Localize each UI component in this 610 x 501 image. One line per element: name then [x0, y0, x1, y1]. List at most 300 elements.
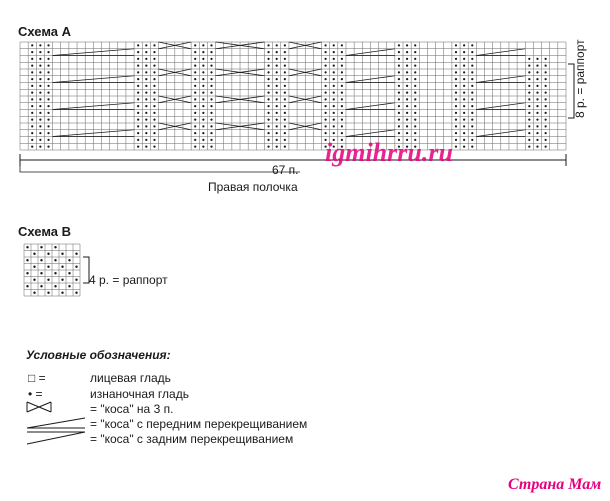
purl-dot	[210, 51, 212, 53]
purl-dot	[545, 98, 547, 100]
piece-label-pointer	[20, 160, 300, 172]
purl-dot	[210, 146, 212, 148]
purl-dot	[398, 92, 400, 94]
purl-dot	[202, 92, 204, 94]
purl-dot	[536, 98, 538, 100]
purl-dot	[145, 65, 147, 67]
purl-dot	[267, 132, 269, 134]
purl-dot	[39, 44, 41, 46]
purl-dot	[471, 146, 473, 148]
purl-dot	[145, 58, 147, 60]
purl-dot	[324, 132, 326, 134]
purl-dot	[26, 246, 28, 248]
legend-title: Условные обозначения:	[26, 348, 171, 362]
purl-dot	[406, 78, 408, 80]
purl-dot	[47, 92, 49, 94]
purl-dot	[284, 71, 286, 73]
purl-dot	[75, 266, 77, 268]
purl-dot	[54, 272, 56, 274]
purl-dot	[194, 132, 196, 134]
purl-dot	[39, 71, 41, 73]
purl-dot	[145, 71, 147, 73]
purl-dot	[137, 85, 139, 87]
purl-dot	[40, 285, 42, 287]
purl-dot	[414, 65, 416, 67]
purl-dot	[406, 85, 408, 87]
purl-dot	[137, 71, 139, 73]
purl-dot	[536, 58, 538, 60]
purl-dot	[398, 71, 400, 73]
purl-dot	[145, 51, 147, 53]
purl-dot	[276, 146, 278, 148]
purl-dot	[39, 78, 41, 80]
purl-dot	[324, 51, 326, 53]
purl-dot	[202, 51, 204, 53]
purl-dot	[455, 51, 457, 53]
purl-dot	[545, 132, 547, 134]
purl-dot	[471, 119, 473, 121]
purl-dot	[398, 85, 400, 87]
purl-dot	[276, 125, 278, 127]
purl-dot	[536, 119, 538, 121]
purl-dot	[47, 65, 49, 67]
purl-dot	[528, 139, 530, 141]
purl-dot	[153, 139, 155, 141]
purl-dot	[47, 279, 49, 281]
purl-dot	[33, 292, 35, 294]
purl-dot	[202, 105, 204, 107]
purl-dot	[333, 112, 335, 114]
purl-dot	[455, 65, 457, 67]
purl-dot	[153, 132, 155, 134]
purl-dot	[398, 78, 400, 80]
purl-dot	[276, 71, 278, 73]
purl-dot	[145, 92, 147, 94]
purl-dot	[324, 105, 326, 107]
purl-dot	[406, 105, 408, 107]
purl-dot	[31, 92, 33, 94]
purl-dot	[210, 44, 212, 46]
purl-dot	[145, 44, 147, 46]
purl-dot	[39, 105, 41, 107]
purl-dot	[414, 112, 416, 114]
purl-dot	[545, 146, 547, 148]
purl-dot	[284, 98, 286, 100]
purl-dot	[210, 71, 212, 73]
purl-dot	[545, 78, 547, 80]
purl-dot	[333, 119, 335, 121]
purl-dot	[528, 65, 530, 67]
purl-dot	[324, 125, 326, 127]
scheme-a-stitch-count: 67 п.	[272, 163, 299, 177]
purl-dot	[545, 71, 547, 73]
purl-dot	[194, 51, 196, 53]
purl-dot	[33, 279, 35, 281]
purl-dot	[463, 146, 465, 148]
scheme-b-grid	[24, 244, 80, 296]
purl-dot	[267, 65, 269, 67]
purl-dot	[333, 125, 335, 127]
purl-dot	[47, 44, 49, 46]
purl-dot	[276, 112, 278, 114]
purl-dot	[39, 119, 41, 121]
purl-dot	[463, 132, 465, 134]
purl-dot	[40, 272, 42, 274]
purl-dot	[545, 112, 547, 114]
purl-dot	[455, 132, 457, 134]
purl-dot	[137, 44, 139, 46]
purl-dot	[202, 65, 204, 67]
purl-dot	[276, 65, 278, 67]
purl-dot	[276, 44, 278, 46]
purl-dot	[284, 125, 286, 127]
purl-dot	[455, 139, 457, 141]
purl-dot	[455, 105, 457, 107]
purl-dot	[194, 44, 196, 46]
purl-dot	[341, 105, 343, 107]
purl-dot	[267, 98, 269, 100]
purl-dot	[406, 132, 408, 134]
purl-dot	[528, 105, 530, 107]
purl-dot	[47, 58, 49, 60]
purl-dot	[471, 85, 473, 87]
purl-dot	[276, 105, 278, 107]
purl-dot	[194, 105, 196, 107]
purl-dot	[324, 85, 326, 87]
purl-dot	[276, 85, 278, 87]
purl-dot	[341, 71, 343, 73]
purl-dot	[528, 112, 530, 114]
purl-dot	[267, 139, 269, 141]
purl-dot	[145, 112, 147, 114]
purl-dot	[455, 71, 457, 73]
purl-dot	[463, 119, 465, 121]
purl-dot	[284, 146, 286, 148]
purl-dot	[341, 44, 343, 46]
purl-dot	[406, 65, 408, 67]
purl-dot	[341, 65, 343, 67]
purl-dot	[194, 139, 196, 141]
purl-dot	[536, 71, 538, 73]
purl-dot	[137, 105, 139, 107]
purl-dot	[153, 58, 155, 60]
purl-dot	[137, 112, 139, 114]
purl-dot	[324, 71, 326, 73]
purl-dot	[528, 119, 530, 121]
purl-dot	[31, 65, 33, 67]
purl-dot	[210, 92, 212, 94]
purl-dot	[463, 125, 465, 127]
purl-dot	[39, 146, 41, 148]
purl-dot	[26, 285, 28, 287]
purl-dot	[210, 105, 212, 107]
purl-dot	[471, 139, 473, 141]
purl-dot	[39, 92, 41, 94]
purl-dot	[406, 92, 408, 94]
scheme-b-title: Схема В	[18, 224, 72, 239]
purl-dot	[153, 112, 155, 114]
purl-dot	[194, 98, 196, 100]
purl-dot	[528, 132, 530, 134]
purl-dot	[137, 125, 139, 127]
purl-dot	[333, 58, 335, 60]
purl-dot	[324, 44, 326, 46]
purl-dot	[414, 58, 416, 60]
purl-dot	[202, 119, 204, 121]
purl-dot	[47, 266, 49, 268]
purl-dot	[194, 65, 196, 67]
purl-dot	[153, 51, 155, 53]
purl-dot	[47, 253, 49, 255]
purl-dot	[471, 44, 473, 46]
purl-dot	[284, 65, 286, 67]
purl-dot	[267, 105, 269, 107]
purl-dot	[324, 112, 326, 114]
purl-dot	[528, 78, 530, 80]
purl-dot	[202, 125, 204, 127]
purl-dot	[463, 71, 465, 73]
legend-text-cable-back: = "коса" с задним перекрещиванием	[90, 432, 294, 446]
purl-dot	[39, 139, 41, 141]
purl-dot	[137, 92, 139, 94]
purl-dot	[267, 112, 269, 114]
purl-dot	[210, 125, 212, 127]
purl-dot	[194, 58, 196, 60]
purl-dot	[31, 98, 33, 100]
purl-dot	[26, 272, 28, 274]
purl-dot	[210, 112, 212, 114]
purl-dot	[267, 146, 269, 148]
purl-dot	[202, 139, 204, 141]
purl-dot	[137, 132, 139, 134]
purl-dot	[471, 125, 473, 127]
purl-dot	[455, 78, 457, 80]
purl-dot	[455, 44, 457, 46]
purl-dot	[528, 85, 530, 87]
purl-dot	[398, 51, 400, 53]
watermark-center: igmihrru.ru	[325, 138, 453, 167]
purl-dot	[202, 112, 204, 114]
purl-dot	[137, 58, 139, 60]
purl-dot	[545, 92, 547, 94]
purl-dot	[31, 85, 33, 87]
purl-dot	[202, 44, 204, 46]
purl-dot	[145, 85, 147, 87]
purl-dot	[153, 44, 155, 46]
purl-dot	[137, 65, 139, 67]
purl-dot	[528, 98, 530, 100]
purl-dot	[324, 98, 326, 100]
purl-dot	[153, 119, 155, 121]
purl-dot	[202, 146, 204, 148]
purl-dot	[31, 125, 33, 127]
purl-dot	[333, 98, 335, 100]
purl-dot	[406, 119, 408, 121]
purl-dot	[414, 105, 416, 107]
purl-dot	[471, 132, 473, 134]
purl-dot	[471, 112, 473, 114]
purl-dot	[47, 51, 49, 53]
purl-dot	[455, 85, 457, 87]
purl-dot	[31, 78, 33, 80]
purl-dot	[341, 58, 343, 60]
purl-dot	[545, 125, 547, 127]
purl-dot	[194, 78, 196, 80]
purl-dot	[463, 78, 465, 80]
purl-dot	[471, 71, 473, 73]
purl-dot	[202, 78, 204, 80]
purl-dot	[202, 98, 204, 100]
purl-dot	[153, 105, 155, 107]
purl-dot	[31, 139, 33, 141]
legend-cable-front-icon	[26, 416, 86, 430]
purl-dot	[341, 132, 343, 134]
purl-dot	[267, 51, 269, 53]
purl-dot	[31, 71, 33, 73]
purl-dot	[31, 105, 33, 107]
purl-dot	[414, 85, 416, 87]
purl-dot	[333, 132, 335, 134]
purl-dot	[31, 146, 33, 148]
purl-dot	[536, 85, 538, 87]
purl-dot	[210, 119, 212, 121]
purl-dot	[61, 279, 63, 281]
purl-dot	[75, 292, 77, 294]
purl-dot	[284, 92, 286, 94]
purl-dot	[68, 285, 70, 287]
purl-dot	[528, 58, 530, 60]
purl-dot	[47, 132, 49, 134]
purl-dot	[210, 139, 212, 141]
purl-dot	[194, 146, 196, 148]
legend-symbol-knit: □ =	[28, 371, 46, 385]
purl-dot	[47, 112, 49, 114]
purl-dot	[47, 119, 49, 121]
purl-dot	[414, 44, 416, 46]
legend-text-knit: лицевая гладь	[90, 371, 171, 385]
legend-symbol-purl: • =	[28, 387, 43, 401]
purl-dot	[33, 253, 35, 255]
purl-dot	[536, 146, 538, 148]
purl-dot	[398, 58, 400, 60]
purl-dot	[414, 71, 416, 73]
purl-dot	[210, 85, 212, 87]
purl-dot	[284, 119, 286, 121]
purl-dot	[463, 51, 465, 53]
purl-dot	[406, 51, 408, 53]
purl-dot	[471, 51, 473, 53]
purl-dot	[137, 146, 139, 148]
purl-dot	[455, 119, 457, 121]
purl-dot	[414, 125, 416, 127]
purl-dot	[536, 65, 538, 67]
purl-dot	[545, 139, 547, 141]
purl-dot	[341, 85, 343, 87]
purl-dot	[145, 125, 147, 127]
legend-cable-back-icon	[26, 430, 86, 446]
purl-dot	[276, 51, 278, 53]
purl-dot	[398, 65, 400, 67]
purl-dot	[536, 92, 538, 94]
legend-cable-3-icon	[26, 400, 52, 414]
purl-dot	[463, 85, 465, 87]
purl-dot	[284, 78, 286, 80]
purl-dot	[414, 78, 416, 80]
purl-dot	[324, 119, 326, 121]
purl-dot	[463, 112, 465, 114]
purl-dot	[463, 98, 465, 100]
purl-dot	[284, 105, 286, 107]
purl-dot	[47, 85, 49, 87]
purl-dot	[194, 119, 196, 121]
purl-dot	[471, 92, 473, 94]
purl-dot	[463, 92, 465, 94]
purl-dot	[61, 292, 63, 294]
purl-dot	[39, 125, 41, 127]
purl-dot	[528, 125, 530, 127]
purl-dot	[39, 65, 41, 67]
purl-dot	[153, 125, 155, 127]
purl-dot	[153, 92, 155, 94]
purl-dot	[267, 85, 269, 87]
purl-dot	[68, 272, 70, 274]
purl-dot	[61, 253, 63, 255]
purl-dot	[463, 58, 465, 60]
purl-dot	[333, 85, 335, 87]
purl-dot	[267, 78, 269, 80]
purl-dot	[528, 146, 530, 148]
purl-dot	[455, 125, 457, 127]
purl-dot	[341, 92, 343, 94]
purl-dot	[137, 119, 139, 121]
purl-dot	[194, 85, 196, 87]
scheme-b-repeat-label: 4 р. = раппорт	[89, 273, 168, 287]
purl-dot	[414, 132, 416, 134]
purl-dot	[194, 112, 196, 114]
purl-dot	[545, 105, 547, 107]
purl-dot	[31, 51, 33, 53]
purl-dot	[341, 51, 343, 53]
purl-dot	[39, 51, 41, 53]
purl-dot	[47, 98, 49, 100]
purl-dot	[54, 285, 56, 287]
purl-dot	[333, 71, 335, 73]
purl-dot	[267, 125, 269, 127]
purl-dot	[414, 98, 416, 100]
purl-dot	[545, 85, 547, 87]
purl-dot	[536, 139, 538, 141]
purl-dot	[54, 259, 56, 261]
purl-dot	[145, 78, 147, 80]
purl-dot	[145, 98, 147, 100]
purl-dot	[145, 119, 147, 121]
watermark-corner: Страна Мам	[508, 476, 602, 493]
purl-dot	[145, 105, 147, 107]
purl-dot	[324, 78, 326, 80]
purl-dot	[137, 78, 139, 80]
purl-dot	[137, 51, 139, 53]
purl-dot	[284, 44, 286, 46]
purl-dot	[463, 44, 465, 46]
purl-dot	[455, 92, 457, 94]
purl-dot	[471, 78, 473, 80]
purl-dot	[202, 132, 204, 134]
scheme-a-title: Схема А	[18, 24, 72, 39]
purl-dot	[284, 132, 286, 134]
purl-dot	[39, 58, 41, 60]
purl-dot	[153, 71, 155, 73]
purl-dot	[39, 85, 41, 87]
